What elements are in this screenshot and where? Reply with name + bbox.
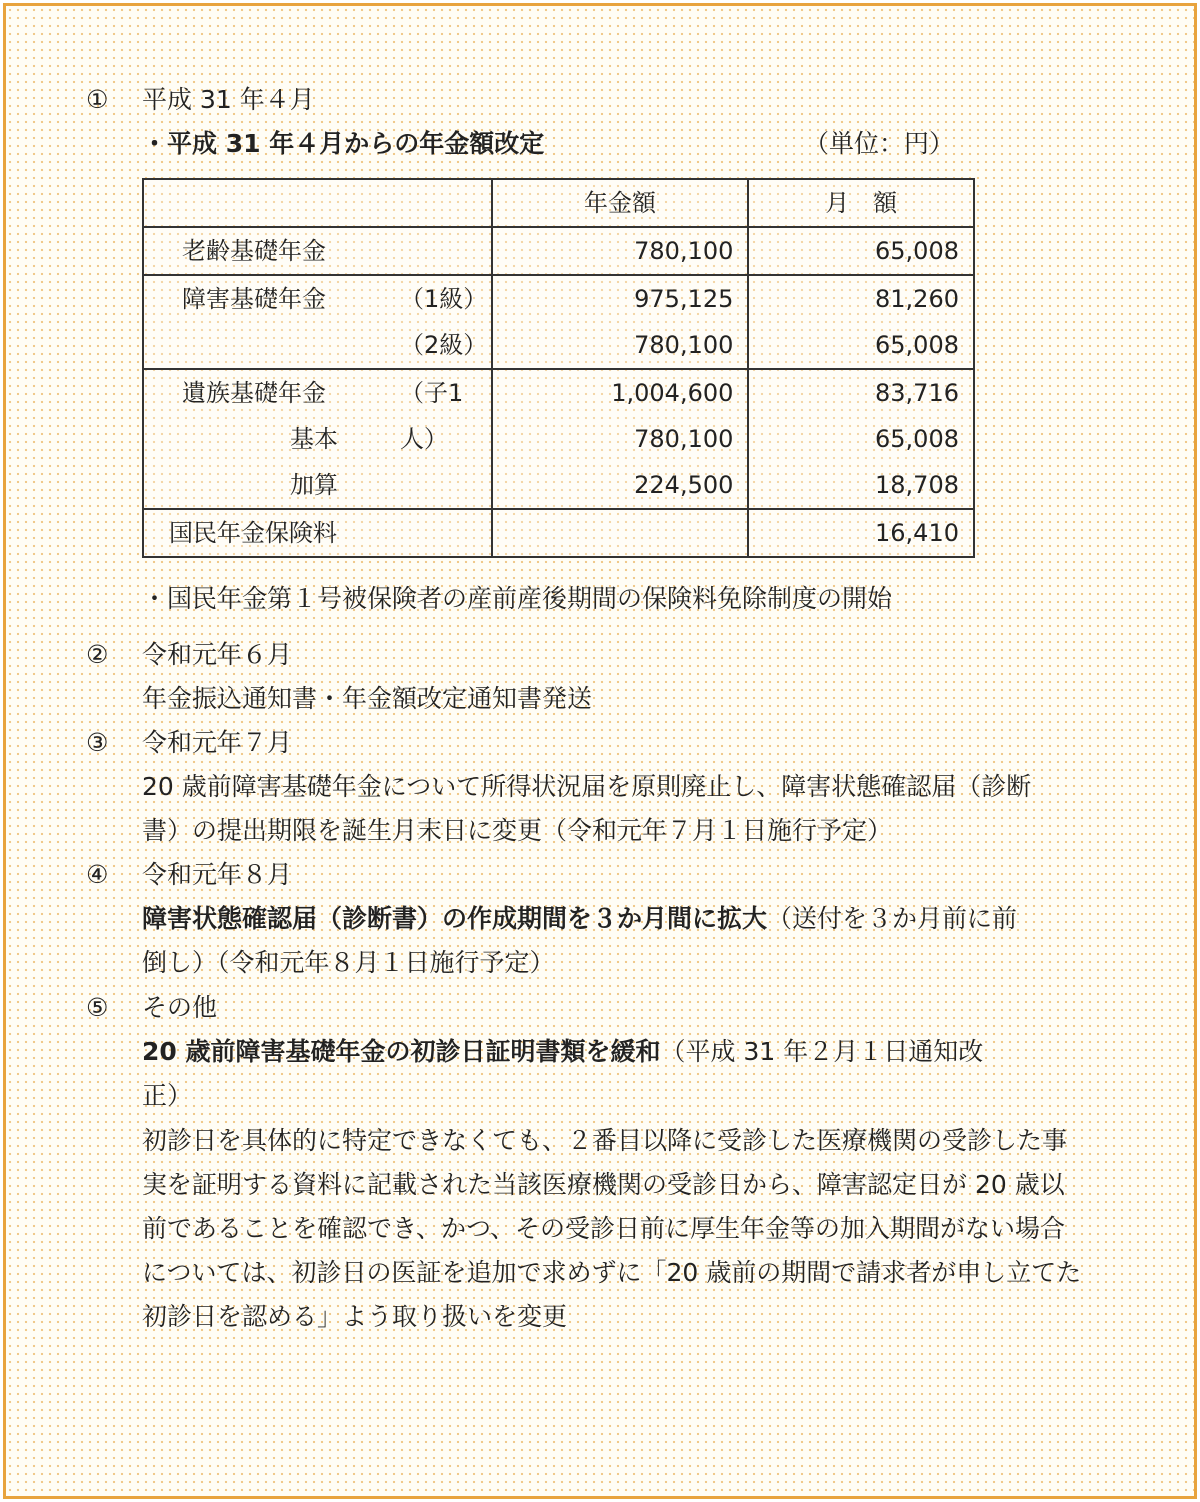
item4-text-line [142, 904, 1017, 934]
monthly-amount: 83,716 [748, 369, 974, 416]
row-label: 障害基礎年金 [182, 285, 326, 313]
item3-heading: 令和元年７月 [142, 728, 293, 757]
annual-amount: 1,004,600 [492, 369, 749, 416]
row-label: 老齢基礎年金 [182, 237, 326, 265]
item4-heading: 令和元年８月 [142, 860, 293, 889]
row-label-cell [143, 462, 492, 509]
unit-label: （単位：円） [804, 129, 955, 158]
table-row [143, 369, 974, 416]
item2-text: 年金振込通知書・年金額改定通知書発送 [142, 684, 593, 713]
item3-marker: ③ [86, 728, 109, 757]
monthly-amount: 81,260 [748, 275, 974, 322]
item2-marker: ② [86, 640, 109, 669]
item4-text-line: 倒し）（令和元年８月１日施行予定） [142, 948, 555, 977]
row-label: 基本 [290, 425, 338, 453]
monthly-amount: 65,008 [748, 416, 974, 462]
item3-text-line: 書）の提出期限を誕生月末日に変更（令和元年７月１日施行予定） [142, 816, 893, 845]
item5-body-line: 前であることを確認でき、かつ、その受診日前に厚生年金等の加入期間がない場合 [142, 1214, 1066, 1243]
table-row [143, 275, 974, 322]
item4-marker: ④ [86, 860, 109, 889]
annual-amount [492, 509, 749, 557]
row-label-cell [143, 416, 492, 462]
table-row [143, 509, 974, 557]
row-label-cell [143, 322, 492, 369]
row-label-cell [143, 509, 492, 557]
item3-text-line: 20 歳前障害基礎年金について所得状況届を原則廃止し、障害状態確認届（診断 [142, 772, 1032, 801]
table-row [143, 416, 974, 462]
row-sublabel: （子1人） [400, 379, 464, 453]
item1-marker: ① [86, 85, 109, 114]
item1-heading: 平成 31 年４月 [142, 85, 315, 114]
annual-amount: 780,100 [492, 227, 749, 275]
item5-body-line: 初診日を具体的に特定できなくても、２番目以降に受診した医療機関の受診した事 [142, 1126, 1068, 1155]
annual-amount: 975,125 [492, 275, 749, 322]
item4-emphasis: 障害状態確認届（診断書）の作成期間を３か月間に拡大 [142, 904, 768, 933]
row-label: 加算 [290, 471, 338, 499]
row-label: 国民年金保険料 [169, 519, 337, 547]
item5-emphasis: 20 歳前障害基礎年金の初診日証明書類を緩和 [142, 1037, 661, 1066]
item1-bullet-title: ・平成 31 年４月からの年金額改定 [142, 129, 545, 158]
item5-text-rest: （平成 31 年２月１日通知改 [660, 1037, 984, 1066]
header-cell-label [143, 179, 492, 227]
header-cell-monthly: 月 額 [748, 179, 974, 227]
document-frame [3, 3, 1197, 1499]
annual-amount: 780,100 [492, 416, 749, 462]
monthly-amount: 16,410 [748, 509, 974, 557]
header-cell-annual: 年金額 [492, 179, 749, 227]
monthly-amount: 65,008 [748, 322, 974, 369]
monthly-amount: 18,708 [748, 462, 974, 509]
row-label-cell [143, 227, 492, 275]
item1-note: ・国民年金第１号被保険者の産前産後期間の保険料免除制度の開始 [142, 584, 893, 613]
item5-body-line: 初診日を認める」よう取り扱いを変更 [142, 1302, 568, 1331]
row-label: 遺族基礎年金 [182, 379, 326, 407]
row-label-cell [143, 275, 492, 322]
monthly-amount: 65,008 [748, 227, 974, 275]
item4-text-rest: （送付を３か月前に前 [767, 904, 1018, 933]
table-row [143, 227, 974, 275]
annual-amount: 224,500 [492, 462, 749, 509]
pension-amount-table [142, 178, 975, 558]
table-row [143, 462, 974, 509]
item5-body-line: については、初診日の医証を追加で求めずに「20 歳前の期間で請求者が申し立てた [142, 1258, 1082, 1287]
item5-body-line: 実を証明する資料に記載された当該医療機関の受診日から、障害認定日が 20 歳以 [142, 1170, 1065, 1199]
annual-amount: 780,100 [492, 322, 749, 369]
row-sublabel: （1級） [400, 285, 488, 313]
item5-heading: その他 [142, 993, 218, 1022]
table-row [143, 322, 974, 369]
item5-marker: ⑤ [86, 993, 109, 1022]
table-header-row [143, 179, 974, 227]
item5-text-line: 正） [142, 1081, 193, 1110]
row-sublabel: （2級） [400, 331, 488, 359]
item2-heading: 令和元年６月 [142, 640, 293, 669]
item5-text-line [142, 1037, 983, 1067]
